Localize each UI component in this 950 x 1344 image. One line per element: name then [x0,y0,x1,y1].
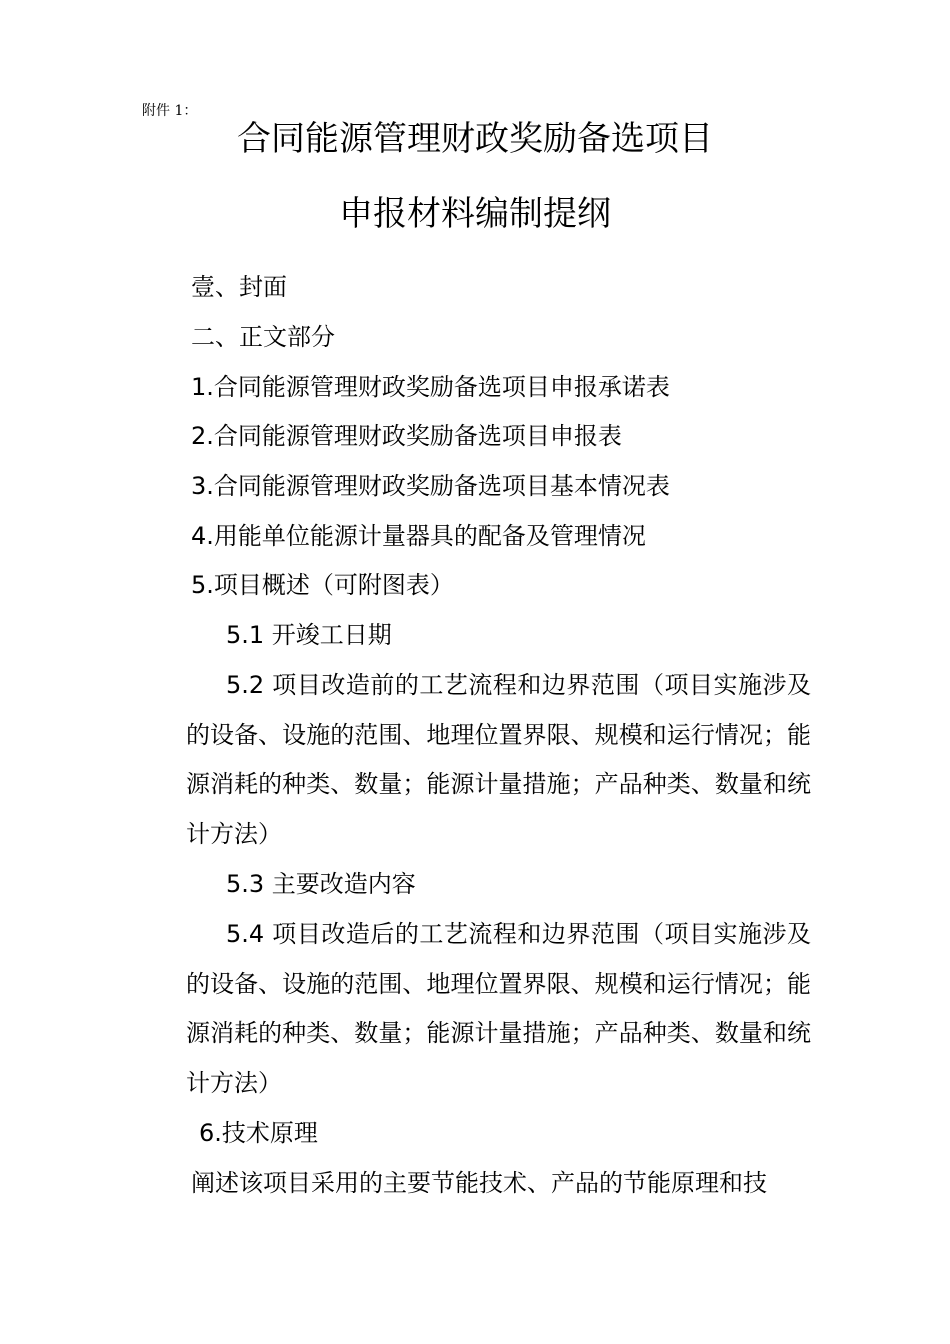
outline-item-5: 5.项目概述（可附图表） [191,571,454,599]
outline-item-6: 6.技术原理 [199,1119,318,1147]
outline-item-cover: 壹、封面 [191,273,287,301]
outline-item-5-1: 5.1 开竣工日期 [226,621,392,649]
document-title-line-1: 合同能源管理财政奖励备选项目 [237,119,713,159]
outline-item-body: 二、正文部分 [191,323,335,351]
attachment-label: 附件 1： [142,103,198,119]
document-title-line-2: 申报材料编制提纲 [339,194,611,234]
outline-item-4: 4.用能单位能源计量器具的配备及管理情况 [191,522,646,550]
outline-item-3: 3.合同能源管理财政奖励备选项目基本情况表 [191,472,670,500]
outline-item-1: 1.合同能源管理财政奖励备选项目申报承诺表 [191,373,670,401]
outline-item-6-text: 阐述该项目采用的主要节能技术、产品的节能原理和技 [191,1169,767,1197]
outline-item-5-2: 5.2 项目改造前的工艺流程和边界范围（项目实施涉及的设备、设施的范围、地理位置界限、规模和运行情况；能源消耗的种类、数量；能源计量措施；产品种类、数量和统计方法） [186,671,811,849]
outline-item-2: 2.合同能源管理财政奖励备选项目申报表 [191,422,622,450]
outline-item-5-3: 5.3 主要改造内容 [226,870,416,898]
outline-item-5-4: 5.4 项目改造后的工艺流程和边界范围（项目实施涉及的设备、设施的范围、地理位置界限、规模和运行情况；能源消耗的种类、数量；能源计量措施；产品种类、数量和统计方法） [186,920,811,1098]
